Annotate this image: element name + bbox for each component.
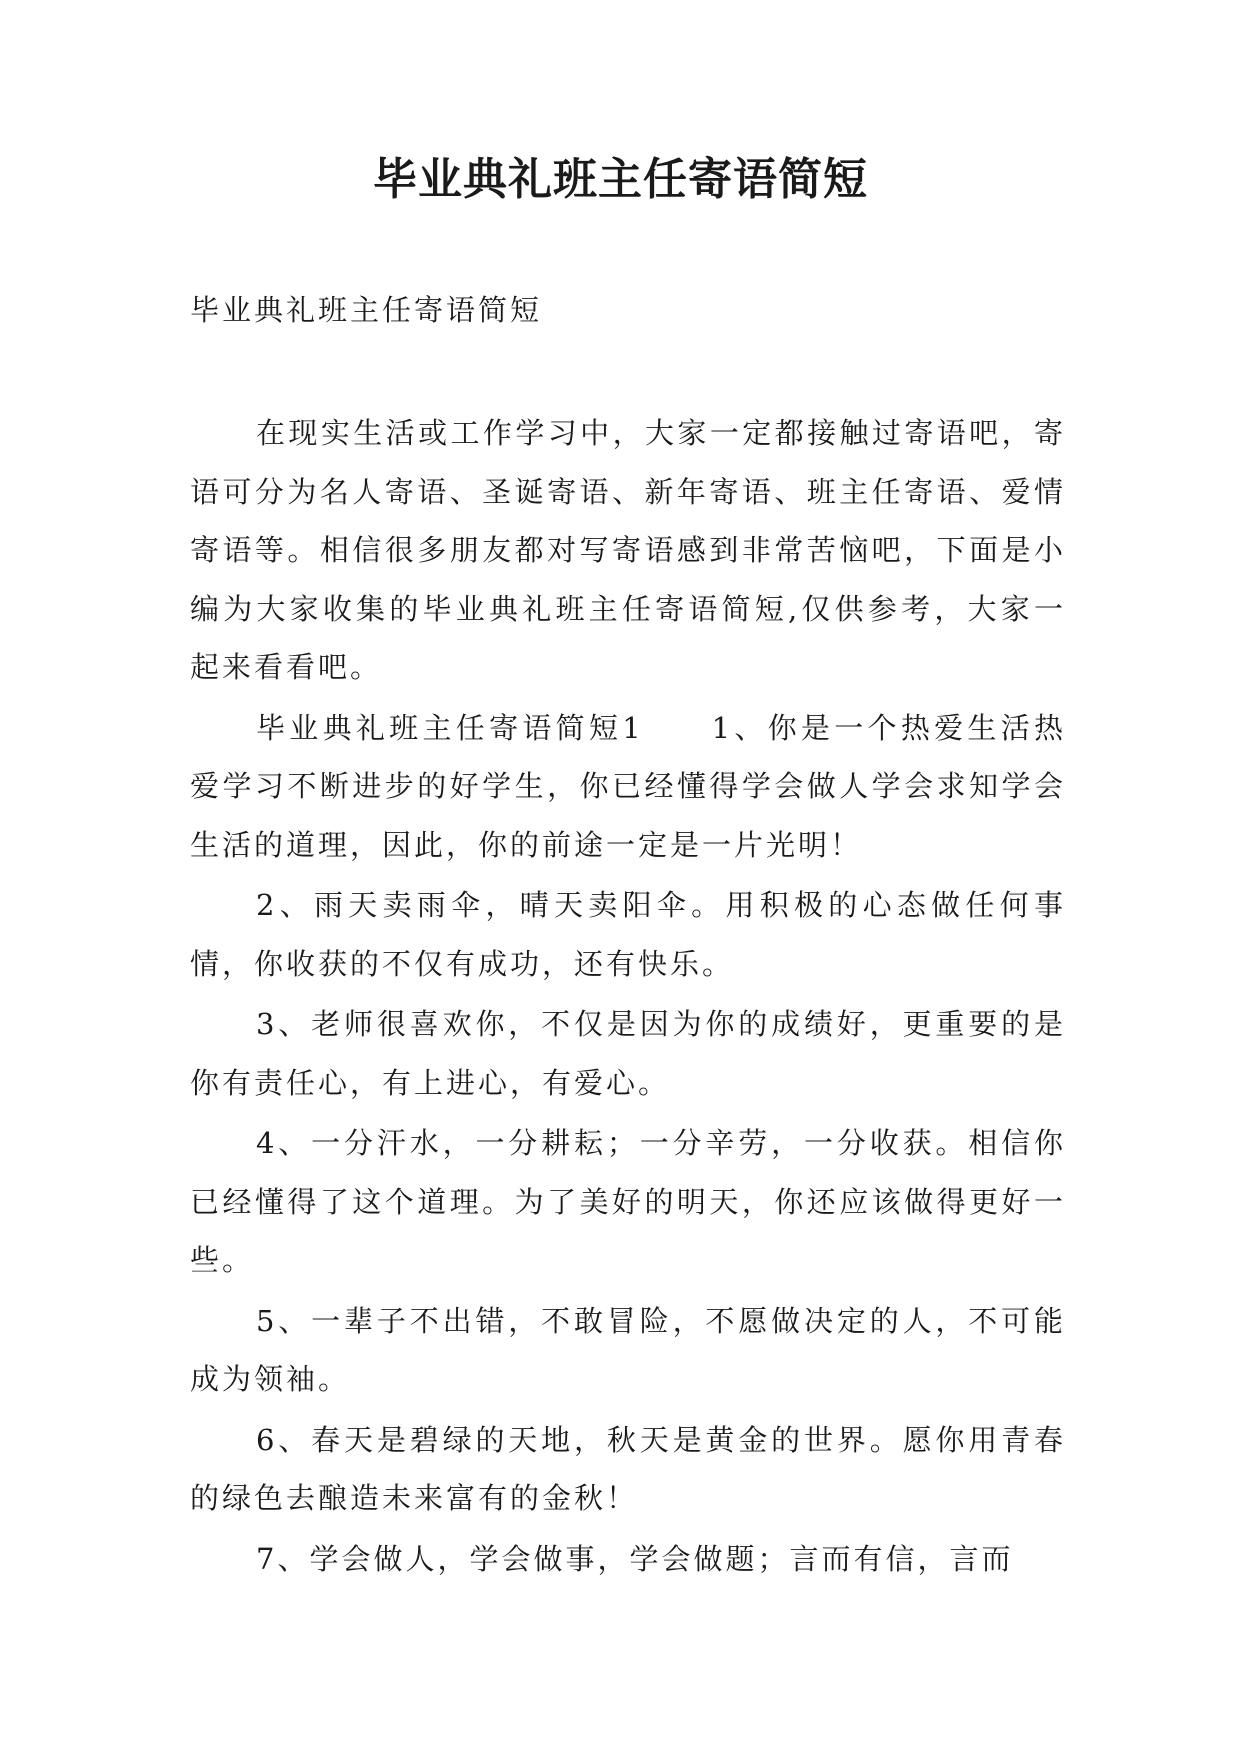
paragraph-item-2: 2、雨天卖雨伞，晴天卖阳伞。用积极的心态做任何事情，你收获的不仅有成功，还有快乐。 [190, 888, 1066, 981]
paragraph-item-5: 5、一辈子不出错，不敢冒险，不愿做决定的人，不可能成为领袖。 [190, 1303, 1066, 1396]
document-subtitle: 毕业典礼班主任寄语简短 [190, 293, 543, 327]
paragraph-item-1: 毕业典礼班主任寄语简短1 1、你是一个热爱生活热爱学习不断进步的好学生，你已经懂得学会做人学会求知学会生活的道理，因此，你的前途一定是一片光明！ [190, 710, 1066, 862]
paragraph-item-6: 6、春天是碧绿的天地，秋天是黄金的世界。愿你用青春的绿色去酿造未来富有的金秋！ [190, 1422, 1066, 1515]
document-body [190, 404, 1066, 1590]
paragraph-item-4: 4、一分汗水，一分耕耘；一分辛劳，一分收获。相信你已经懂得了这个道理。为了美好的明天，你还应该做得更好一些。 [190, 1126, 1066, 1277]
paragraph-item-3: 3、老师很喜欢你，不仅是因为你的成绩好，更重要的是你有责任心，有上进心，有爱心。 [190, 1007, 1066, 1100]
paragraph-intro: 在现实生活或工作学习中，大家一定都接触过寄语吧，寄语可分为名人寄语、圣诞寄语、新年寄语、班主任寄语、爱情寄语等。相信很多朋友都对写寄语感到非常苦恼吧，下面是小编为大家收集的毕业典礼班主任寄语简短,仅供参考，大家一起来看看吧。 [190, 416, 1066, 684]
document-title: 毕业典礼班主任寄语简短 [373, 154, 868, 205]
paragraph-item-7: 7、学会做人，学会做事，学会做题；言而有信，言而 [256, 1541, 1014, 1576]
